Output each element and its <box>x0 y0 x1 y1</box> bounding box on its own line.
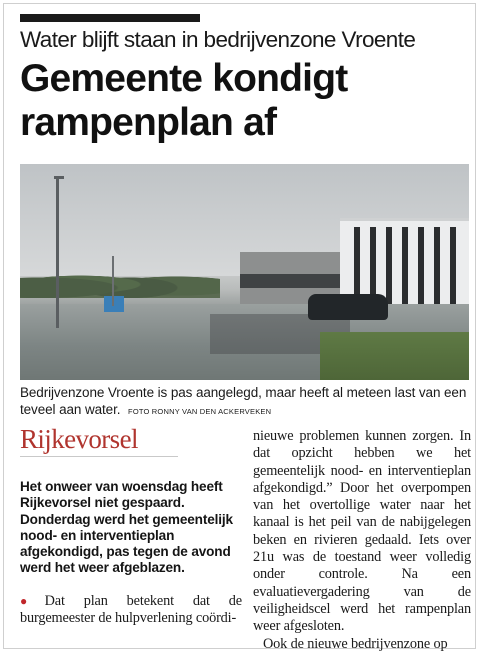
body-right-paragraph: nieuwe problemen kunnen zorgen. In dat opzicht hebben we het gemeentelijk nood- en interventieplan afgekondigd.” Door het overpompen van het overtollige water naar het kanaal is het peil van de nabijgelegen beken en rivieren gedaald. Iets over 21u was de toestand weer volledig onder controle. Na een evaluatievergadering van de veiligheidscel werd het rampenplan weer afgesloten. <box>253 428 471 635</box>
body-left <box>20 593 242 628</box>
red-bullet-icon: ● <box>20 593 43 608</box>
article-lead: Het onweer van woensdag heeft Rijkevorsel niet gespaard. Donderdag werd het gemeentelijk nood- en interventieplan afgekondigd, pas tegen de avond werd het weer afgeblazen. <box>20 479 233 576</box>
body-right-paragraph: Ook de nieuwe bedrijvenzone op <box>263 635 448 652</box>
photo-credit: FOTO RONNY VAN DEN ACKERVEKEN <box>128 407 272 416</box>
photo-grass <box>320 332 469 380</box>
photo-trees <box>20 264 220 298</box>
column-right <box>253 428 471 653</box>
photo-bins <box>104 296 124 312</box>
article-kicker: Water blijft staan in bedrijvenzone Vroente <box>20 27 416 52</box>
body-left-text: Dat plan betekent dat de burgemeester de hulpverlening coördi- <box>20 592 242 627</box>
caption-text: Bedrijvenzone Vroente is pas aangelegd, maar heeft al meteen last van een teveel aan water. <box>20 385 467 417</box>
body-right <box>253 428 471 653</box>
column-left <box>20 424 242 627</box>
photo-car <box>308 294 388 320</box>
section-label: Rijkevorsel <box>20 424 178 457</box>
article-photo <box>20 164 469 380</box>
photo-caption <box>20 384 472 420</box>
top-rule <box>20 14 200 22</box>
photo-lamp-post <box>112 256 114 306</box>
article-headline: Gemeente kondigt rampenplan af <box>20 57 348 144</box>
photo-lamp-post <box>56 178 59 328</box>
